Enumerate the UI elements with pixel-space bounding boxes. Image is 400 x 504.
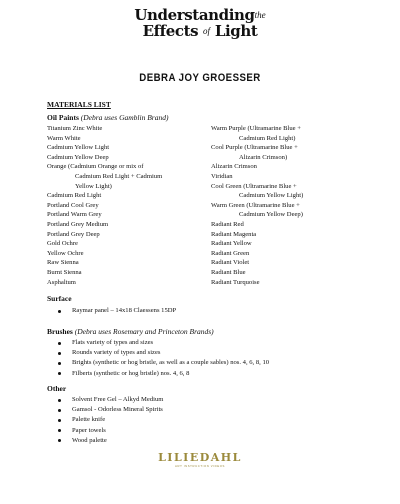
bullet-list-item: Rounds variety of types and sizes xyxy=(58,348,269,358)
paint-list-item: Portland Grey Medium xyxy=(47,220,109,228)
paint-list-item: Asphaltum xyxy=(47,278,76,286)
logo-wordmark: LILIEDAHL xyxy=(158,451,242,464)
bullet-list-item: Gamsol - Odorless Mineral Spirits xyxy=(58,405,163,415)
title-word-effects: Effects xyxy=(142,22,199,40)
paint-list-item: Radiant Green xyxy=(211,249,250,257)
paint-list-item: Titanium Zinc White xyxy=(47,125,103,132)
paint-list-item: Viridian xyxy=(211,172,233,180)
paint-list-item: Alizarin Crimson) xyxy=(239,153,288,161)
paint-list-item: Alizarin Crimson xyxy=(211,163,257,171)
bullet-list-item: Flats variety of types and sizes xyxy=(58,338,269,348)
paint-list-item: Radiant Blue xyxy=(211,268,246,276)
oil-paints-left-column xyxy=(47,124,162,287)
paint-list-item: Radiant Violet xyxy=(211,259,250,267)
paint-list-item: Portland Cool Grey xyxy=(47,201,99,209)
paint-list-item: Raw Sienna xyxy=(47,259,79,267)
paint-list-item: Yellow Ochre xyxy=(47,249,84,257)
brushes-title: Brushes xyxy=(47,327,73,336)
logo-tagline: ART INSTRUCTION VIDEOS xyxy=(175,464,225,468)
title-line-2 xyxy=(0,24,400,39)
title-word-understanding: Understanding xyxy=(134,6,255,24)
brushes-note: (Debra uses Rosemary and Princeton Brands) xyxy=(74,327,214,336)
bullet-list-item: Filberts (synthetic or hog bristle) nos. 4, 6, 8 xyxy=(58,369,269,379)
bullet-list-item: Brights (synthetic or hog bristle, as well as a couple sables) nos. 4, 6, 8, 10 xyxy=(58,358,269,368)
paint-list-item: Radiant Yellow xyxy=(211,240,252,248)
title-word-light: Light xyxy=(214,22,258,40)
paint-list-item: Warm White xyxy=(47,134,81,142)
bullet-list-item: Solvent Free Gel – Alkyd Medium xyxy=(58,395,163,405)
other-heading: Other xyxy=(47,384,67,393)
title-line-1 xyxy=(0,8,400,23)
paint-list-item: Yellow Light) xyxy=(75,182,112,190)
paint-list-item: Cadmium Yellow Deep) xyxy=(239,211,303,219)
brushes-list xyxy=(58,338,269,379)
bullet-list-item: Wood palette xyxy=(58,436,163,446)
liliedahl-logo xyxy=(0,451,400,468)
paint-list-item: Orange (Cadmium Orange or mix of xyxy=(47,163,144,171)
paint-list-item: Portland Grey Deep xyxy=(47,230,100,238)
bullet-list-item: Paper towels xyxy=(58,426,163,436)
title-word-the: the xyxy=(254,10,266,20)
paint-list-item: Cadmium Red Light + Cadmium xyxy=(75,172,163,180)
oil-paints-heading xyxy=(47,113,168,122)
paint-list-item: Burnt Sienna xyxy=(47,268,82,276)
bullet-list-item: Raymar panel – 14x18 Claessens 15DP xyxy=(58,306,176,316)
title-logo xyxy=(0,8,400,39)
other-list xyxy=(58,395,163,446)
paint-list-item: Radiant Turquoise xyxy=(211,278,260,286)
paint-list-item: Cadmium Yellow Deep xyxy=(47,153,109,161)
oil-paints-note: (Debra uses Gamblin Brand) xyxy=(80,113,169,122)
paint-list-item: Radiant Magenta xyxy=(211,230,257,238)
surface-heading: Surface xyxy=(47,294,72,303)
bullet-list-item: Palette knife xyxy=(58,415,163,425)
oil-paints-right-column xyxy=(211,124,303,287)
materials-heading: MATERIALS LIST xyxy=(47,100,111,109)
author-name: DEBRA JOY GROESSER xyxy=(139,72,261,84)
paint-list-item: Cadmium Red Light) xyxy=(239,134,296,142)
surface-list xyxy=(58,306,176,316)
paint-list-item: Warm Green (Ultramarine Blue + xyxy=(211,201,300,209)
paint-list-item: Cadmium Yellow Light xyxy=(47,144,110,152)
oil-paints-title: Oil Paints xyxy=(47,113,79,122)
paint-list-item: Radiant Red xyxy=(211,220,244,228)
title-word-of: of xyxy=(203,26,211,36)
paint-list-item: Gold Ochre xyxy=(47,240,78,248)
paint-list-item: Cool Green (Ultramarine Blue + xyxy=(211,182,297,190)
brushes-heading xyxy=(47,327,214,336)
paint-list-item: Cadmium Yellow Light) xyxy=(239,192,304,200)
paint-list-item: Cadmium Red Light xyxy=(47,192,102,200)
paint-list-item: Cool Purple (Ultramarine Blue + xyxy=(211,144,298,152)
paint-list-item: Portland Warm Grey xyxy=(47,211,102,219)
paint-list-item: Warm Purple (Ultramarine Blue + xyxy=(211,125,301,132)
